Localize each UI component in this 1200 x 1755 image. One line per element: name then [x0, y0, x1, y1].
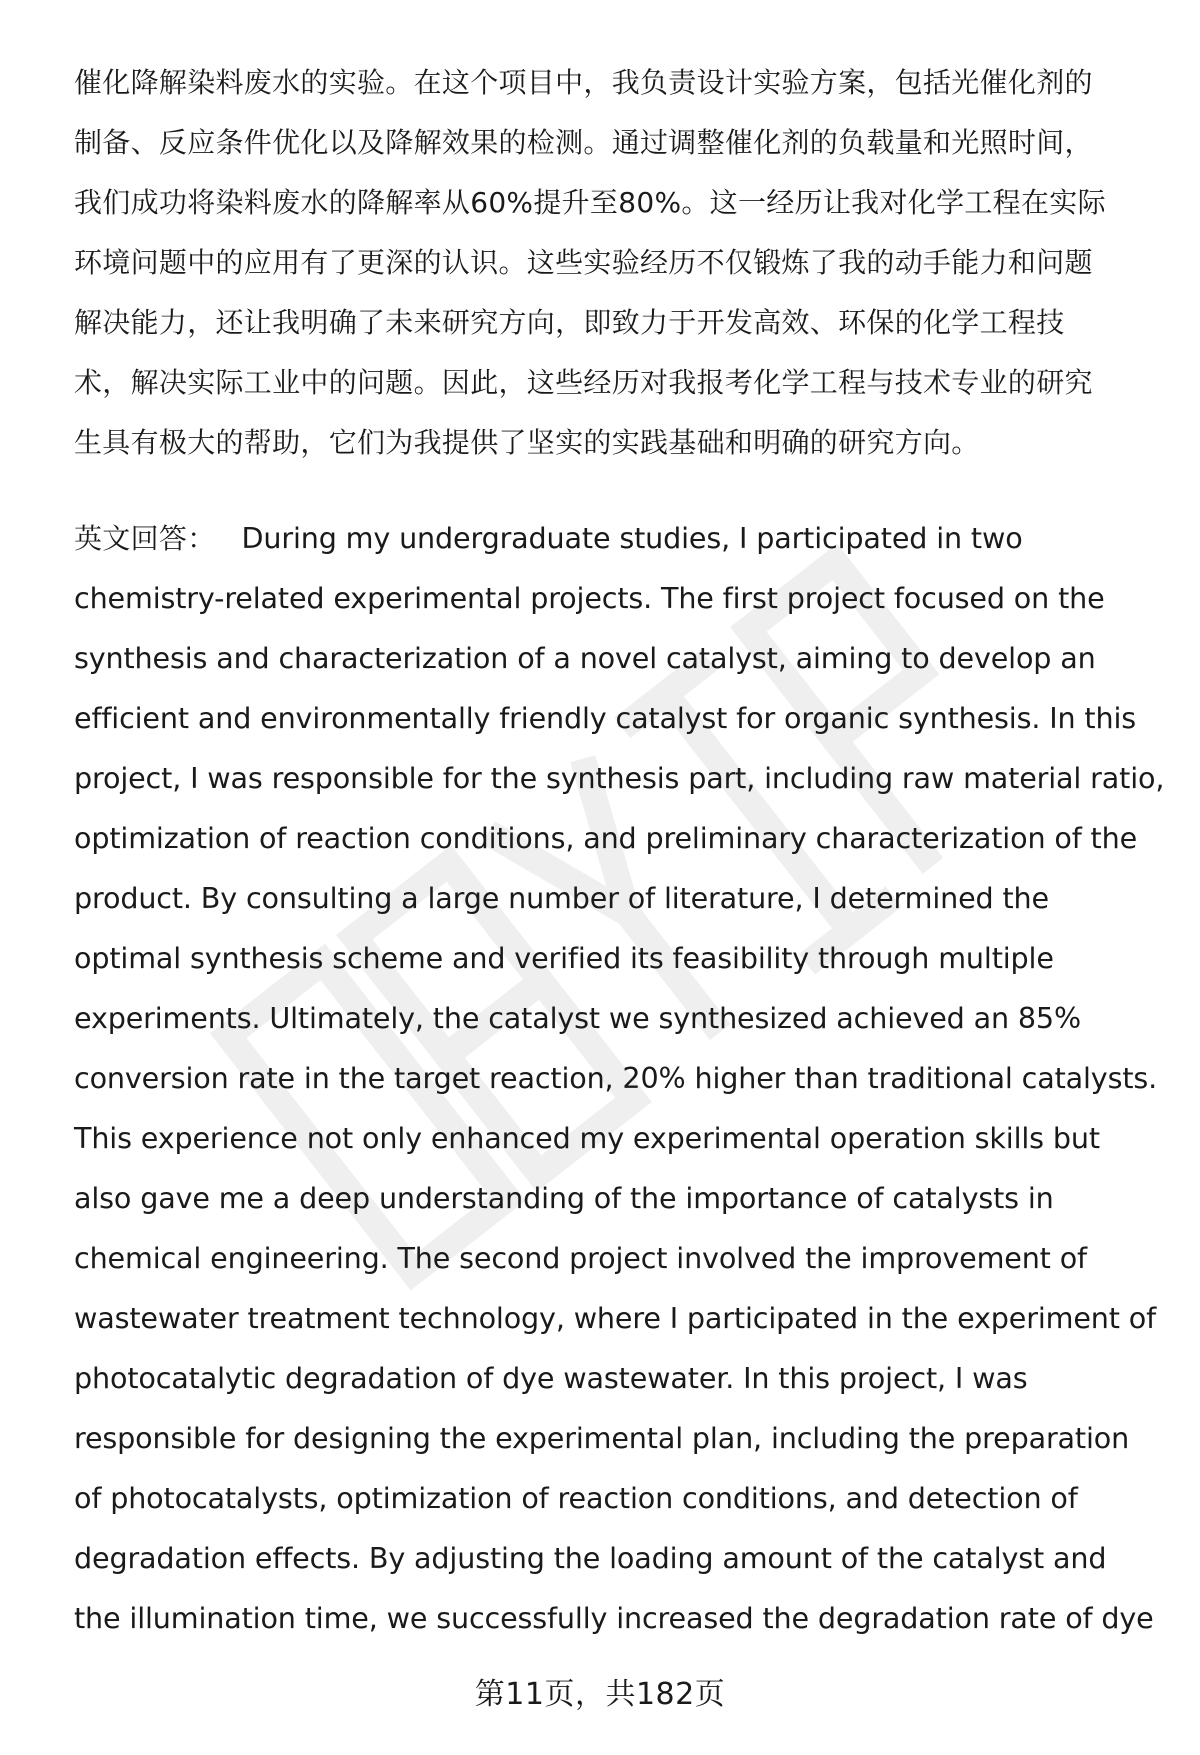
english-line: optimal synthesis scheme and verified its feasibility through multiple [74, 941, 1054, 975]
english-line: This experience not only enhanced my experimental operation skills but [74, 1121, 1100, 1155]
english-line: product. By consulting a large number of literature, I determined the [74, 881, 1049, 915]
chinese-line: 环境问题中的应用有了更深的认识。这些实验经历不仅锻炼了我的动手能力和问题 [74, 246, 1093, 279]
english-paragraph [74, 508, 1165, 1648]
english-line: wastewater treatment technology, where I participated in the experiment of [74, 1301, 1156, 1335]
english-line: chemical engineering. The second project involved the improvement of [74, 1241, 1087, 1275]
chinese-line: 我们成功将染料废水的降解率从60%提升至80%。这一经历让我对化学工程在实际 [74, 186, 1106, 219]
chinese-line: 制备、反应条件优化以及降解效果的检测。通过调整催化剂的负载量和光照时间， [74, 126, 1093, 159]
english-line: conversion rate in the target reaction, 20% higher than traditional catalysts. [74, 1061, 1158, 1095]
chinese-line: 术，解决实际工业中的问题。因此，这些经历对我报考化学工程与技术专业的研究 [74, 366, 1093, 399]
english-answer-label: 英文回答： [74, 522, 216, 555]
chinese-line: 催化降解染料废水的实验。在这个项目中，我负责设计实验方案，包括光催化剂的 [74, 66, 1093, 99]
english-first-line-text: During my undergraduate studies, I participated in two [241, 521, 1023, 555]
english-line: project, I was responsible for the synthesis part, including raw material ratio, [74, 761, 1165, 795]
english-line: synthesis and characterization of a novel catalyst, aiming to develop an [74, 641, 1096, 675]
english-line: also gave me a deep understanding of the importance of catalysts in [74, 1181, 1054, 1215]
english-line: responsible for designing the experimental plan, including the preparation [74, 1421, 1130, 1455]
english-line: photocatalytic degradation of dye wastewater. In this project, I was [74, 1361, 1028, 1395]
chinese-line: 解决能力，还让我明确了未来研究方向，即致力于开发高效、环保的化学工程技 [74, 306, 1065, 339]
english-line: chemistry-related experimental projects. The first project focused on the [74, 581, 1105, 615]
english-line: experiments. Ultimately, the catalyst we synthesized achieved an 85% [74, 1001, 1081, 1035]
english-line: optimization of reaction conditions, and preliminary characterization of the [74, 821, 1138, 855]
page-number-footer: 第11页，共182页 [474, 1677, 726, 1712]
chinese-line: 生具有极大的帮助，它们为我提供了坚实的实践基础和明确的研究方向。 [74, 426, 980, 459]
english-line: efficient and environmentally friendly catalyst for organic synthesis. In this [74, 701, 1136, 735]
english-line: degradation effects. By adjusting the loading amount of the catalyst and [74, 1541, 1107, 1575]
chinese-paragraph [74, 53, 1160, 473]
english-line: the illumination time, we successfully increased the degradation rate of dye [74, 1601, 1154, 1635]
english-line: of photocatalysts, optimization of reaction conditions, and detection of [74, 1481, 1078, 1515]
english-first-line [74, 508, 1160, 568]
